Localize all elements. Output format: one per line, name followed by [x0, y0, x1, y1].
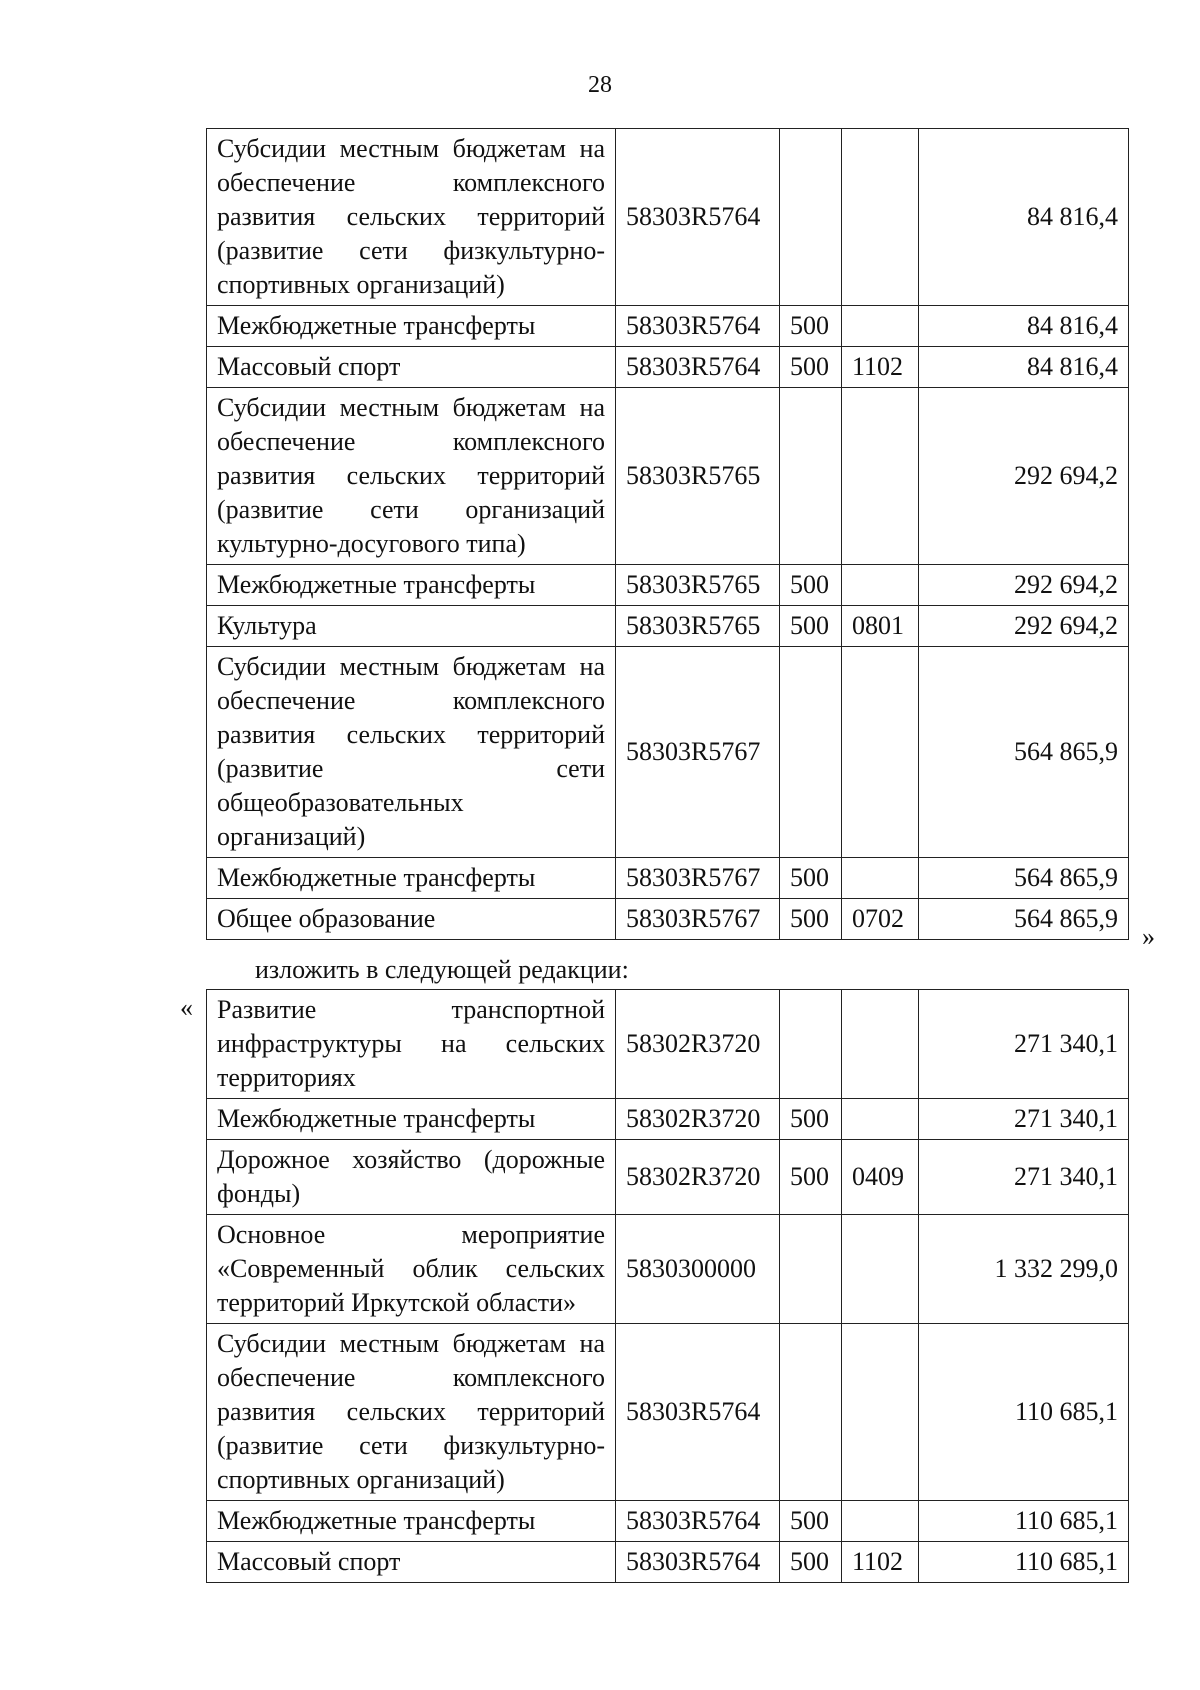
- row-name: Общее образование: [207, 899, 616, 940]
- target-code: 58303R5765: [616, 606, 780, 647]
- amount: 110 685,1: [919, 1501, 1129, 1542]
- target-code: 58303R5764: [616, 306, 780, 347]
- section-code: [842, 858, 919, 899]
- expense-type: 500: [780, 1542, 842, 1583]
- amount: 564 865,9: [919, 899, 1129, 940]
- target-code: 58302R3720: [616, 990, 780, 1099]
- section-code: 0702: [842, 899, 919, 940]
- expense-type: 500: [780, 858, 842, 899]
- target-code: 58303R5767: [616, 858, 780, 899]
- section-code: [842, 647, 919, 858]
- target-code: 58303R5767: [616, 647, 780, 858]
- section-code: [842, 306, 919, 347]
- row-name: Основное мероприятие «Современный облик сельских территорий Иркутской области»: [207, 1215, 616, 1324]
- row-name: Массовый спорт: [207, 347, 616, 388]
- section-code: 0801: [842, 606, 919, 647]
- expense-type: 500: [780, 565, 842, 606]
- table-row: [207, 647, 1129, 858]
- budget-table-previous: [206, 128, 1129, 940]
- section-code: [842, 1099, 919, 1140]
- amount: 1 332 299,0: [919, 1215, 1129, 1324]
- target-code: 5830300000: [616, 1215, 780, 1324]
- row-name: Межбюджетные трансферты: [207, 1099, 616, 1140]
- row-name: Субсидии местным бюджетам на обеспечение комплексного развития сельских территорий (развитие сети физкультурно-спортивных организаций): [207, 1324, 616, 1501]
- target-code: 58303R5764: [616, 1501, 780, 1542]
- table-row: [207, 1140, 1129, 1215]
- expense-type: [780, 1324, 842, 1501]
- target-code: 58303R5764: [616, 347, 780, 388]
- table-row: [207, 1324, 1129, 1501]
- table-row: [207, 565, 1129, 606]
- table-row: [207, 129, 1129, 306]
- expense-type: [780, 388, 842, 565]
- table-row: [207, 1501, 1129, 1542]
- amount: 110 685,1: [919, 1542, 1129, 1583]
- row-name: Межбюджетные трансферты: [207, 1501, 616, 1542]
- amount: 84 816,4: [919, 306, 1129, 347]
- section-code: 1102: [842, 1542, 919, 1583]
- page-number: 28: [588, 72, 612, 98]
- target-code: 58303R5767: [616, 899, 780, 940]
- expense-type: [780, 129, 842, 306]
- amount: 271 340,1: [919, 990, 1129, 1099]
- row-name: Субсидии местным бюджетам на обеспечение комплексного развития сельских территорий (развитие сети физкультурно-спортивных организаций): [207, 129, 616, 306]
- instruction-text: изложить в следующей редакции:: [255, 955, 629, 984]
- section-code: [842, 1324, 919, 1501]
- section-code: [842, 388, 919, 565]
- amount: 564 865,9: [919, 647, 1129, 858]
- amount: 271 340,1: [919, 1099, 1129, 1140]
- section-code: 0409: [842, 1140, 919, 1215]
- section-code: [842, 1215, 919, 1324]
- table-row: [207, 1099, 1129, 1140]
- target-code: 58303R5764: [616, 1542, 780, 1583]
- table-row: [207, 1215, 1129, 1324]
- expense-type: 500: [780, 899, 842, 940]
- amount: 292 694,2: [919, 606, 1129, 647]
- target-code: 58302R3720: [616, 1099, 780, 1140]
- section-code: 1102: [842, 347, 919, 388]
- expense-type: 500: [780, 606, 842, 647]
- target-code: 58303R5764: [616, 129, 780, 306]
- expense-type: [780, 647, 842, 858]
- amount: 84 816,4: [919, 129, 1129, 306]
- target-code: 58303R5765: [616, 388, 780, 565]
- opening-quote: «: [180, 993, 193, 1022]
- expense-type: 500: [780, 1140, 842, 1215]
- budget-table-new: [206, 989, 1129, 1583]
- table-row: [207, 606, 1129, 647]
- table-row: [207, 1542, 1129, 1583]
- amount: 110 685,1: [919, 1324, 1129, 1501]
- amount: 271 340,1: [919, 1140, 1129, 1215]
- amount: 292 694,2: [919, 388, 1129, 565]
- section-code: [842, 565, 919, 606]
- row-name: Культура: [207, 606, 616, 647]
- section-code: [842, 1501, 919, 1542]
- target-code: 58303R5764: [616, 1324, 780, 1501]
- expense-type: 500: [780, 1099, 842, 1140]
- expense-type: 500: [780, 306, 842, 347]
- expense-type: [780, 990, 842, 1099]
- section-code: [842, 990, 919, 1099]
- table-row: [207, 858, 1129, 899]
- row-name: Межбюджетные трансферты: [207, 306, 616, 347]
- table-row: [207, 990, 1129, 1099]
- table-row: [207, 306, 1129, 347]
- row-name: Развитие транспортной инфраструктуры на сельских территориях: [207, 990, 616, 1099]
- amount: 564 865,9: [919, 858, 1129, 899]
- expense-type: 500: [780, 1501, 842, 1542]
- closing-quote: »: [1142, 922, 1155, 951]
- row-name: Дорожное хозяйство (дорожные фонды): [207, 1140, 616, 1215]
- row-name: Межбюджетные трансферты: [207, 858, 616, 899]
- amount: 84 816,4: [919, 347, 1129, 388]
- expense-type: 500: [780, 347, 842, 388]
- table-row: [207, 899, 1129, 940]
- row-name: Субсидии местным бюджетам на обеспечение комплексного развития сельских территорий (развитие сети общеобразовательных организаций): [207, 647, 616, 858]
- target-code: 58302R3720: [616, 1140, 780, 1215]
- section-code: [842, 129, 919, 306]
- row-name: Массовый спорт: [207, 1542, 616, 1583]
- table-row: [207, 388, 1129, 565]
- amount: 292 694,2: [919, 565, 1129, 606]
- table-row: [207, 347, 1129, 388]
- row-name: Субсидии местным бюджетам на обеспечение комплексного развития сельских территорий (развитие сети организаций культурно-досугового типа): [207, 388, 616, 565]
- row-name: Межбюджетные трансферты: [207, 565, 616, 606]
- target-code: 58303R5765: [616, 565, 780, 606]
- expense-type: [780, 1215, 842, 1324]
